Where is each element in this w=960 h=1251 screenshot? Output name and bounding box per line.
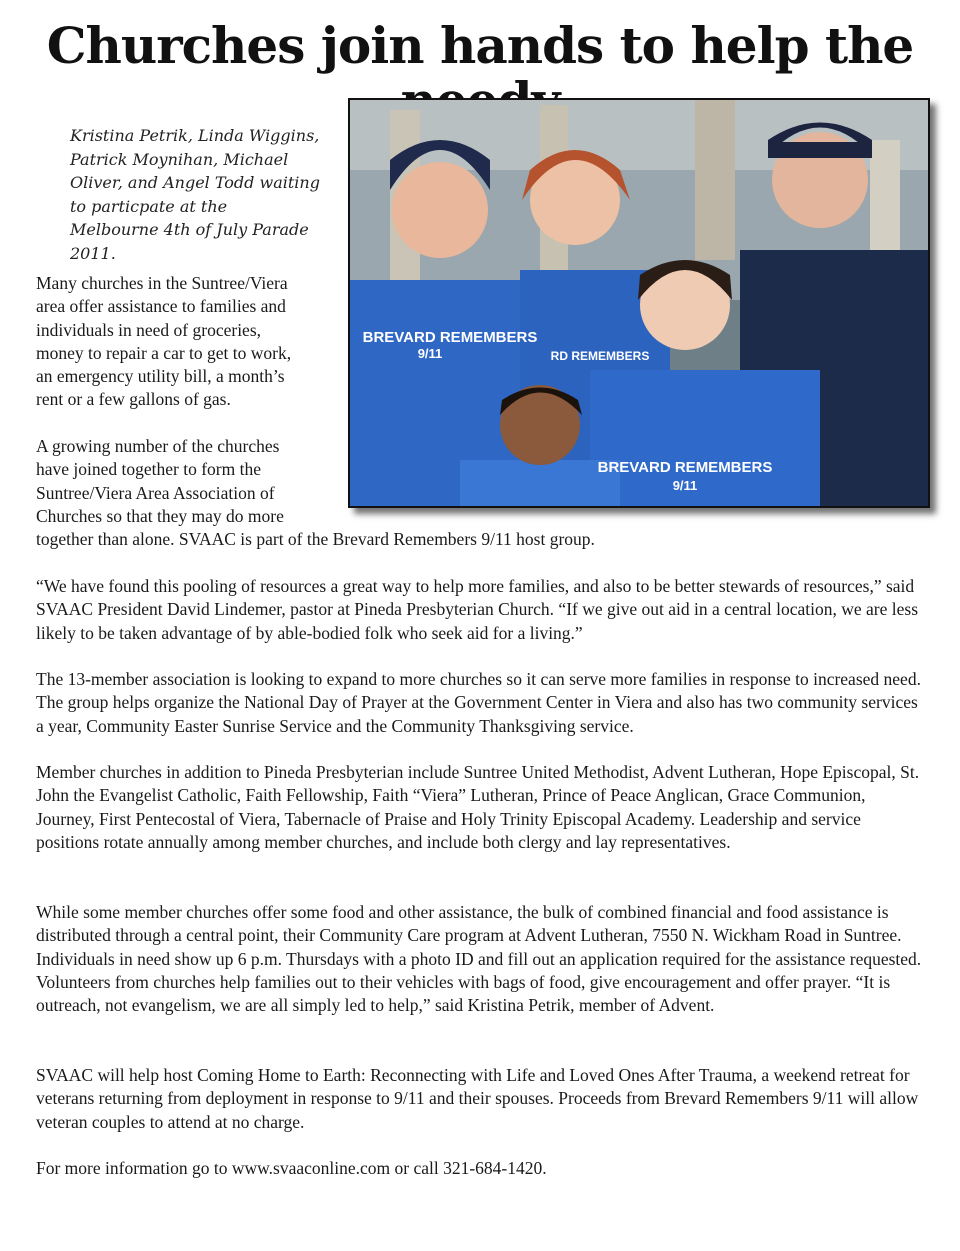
paragraph-1-line: money to repair a car to get to work, xyxy=(36,342,292,363)
photo-caption: Kristina Petrik, Linda Wiggins, Patrick Moynihan, Michael Oliver, and Angel Todd waiting to particpate at the Melbourne 4th of July Parade 2011. xyxy=(70,126,320,263)
paragraph-2-line: Suntree/Viera Area Association of xyxy=(36,482,275,503)
paragraph-2-line: have joined together to form the xyxy=(36,459,261,480)
paragraph-1-line: rent or a few gallons of gas. xyxy=(36,389,231,410)
paragraph-2-line: Churches so that they may do more xyxy=(36,505,284,526)
group-photo xyxy=(348,98,930,508)
paragraph-1-line: area offer assistance to families and xyxy=(36,296,286,317)
paragraph-3: “We have found this pooling of resources a great way to help more families, and also to be better stewards of resources,” said SVAAC President David Lindemer, pastor at Pineda Presbyterian Church. “If we give out aid in a central location, we are less likely to be taken advantage of by able-bodied folk who seek aid for a living.” xyxy=(36,576,918,643)
paragraph-1-line: individuals in need of groceries, xyxy=(36,319,262,340)
article-headline: Churches join hands to help the xyxy=(46,16,914,75)
paragraph-1 xyxy=(36,272,332,412)
shirt-text-1: BREVARD REMEMBERS xyxy=(362,329,538,346)
paragraph-8: For more information go to www.svaaconline.com or call 321-684-1420. xyxy=(36,1158,547,1178)
paragraph-5: Member churches in addition to Pineda Presbyterian include Suntree United Methodist, Advent Lutheran, Hope Episcopal, St. John the Evangelist Catholic, Faith Fellowship, Faith “Viera” Lutheran, Prince of Peace Anglican, Grace Communion, Journey, First Pentecostal of Viera, Tabernacle of Praise and Holy Trinity Episcopal Academy. Leadership and service positions rotate annually among member churches, and include both clergy and lay representatives. xyxy=(36,762,920,852)
paragraph-2-line: A growing number of the churches xyxy=(36,436,280,456)
shirt-text-2: RD REMEMBERS xyxy=(550,349,650,363)
paragraph-2-tail: together than alone. SVAAC is part of the Brevard Remembers 9/11 host group. xyxy=(36,529,595,549)
paragraph-2 xyxy=(36,435,332,528)
paragraph-4: The 13-member association is looking to expand to more churches so it can serve more families in response to increased need. The group helps organize the National Day of Prayer at the Government Center in Viera and also has two community services a year, Community Easter Sunrise Service and the Community Thanksgiving service. xyxy=(36,669,921,736)
shirt-text-3: BREVARD REMEMBERS xyxy=(597,459,773,476)
paragraph-1-line: Many churches in the Suntree/Viera xyxy=(36,273,288,293)
shirt-date-3: 9/11 xyxy=(672,478,698,493)
paragraph-7: SVAAC will help host Coming Home to Earth: Reconnecting with Life and Loved Ones After Trauma, a weekend retreat for veterans returning from deployment in response to 9/11 and their spouses. Proceeds from Brevard Remembers 9/11 will allow veteran couples to attend at no charge. xyxy=(36,1065,919,1132)
shirt-date-1: 9/11 xyxy=(417,346,443,361)
paragraph-1-line: an emergency utility bill, a month’s xyxy=(36,366,285,387)
paragraph-6: While some member churches offer some food and other assistance, the bulk of combined financial and food assistance is distributed through a central point, their Community Care program at Advent Lutheran, 7550 N. Wickham Road in Suntree. Individuals in need show up 6 p.m. Thursdays with a photo ID and fill out an application required for the assistance requested. Volunteers from churches help families out to their vehicles with bags of food, give encouragement and offer prayer. “It is outreach, not evangelism, we are all simply led to help,” said Kristina Petrik, member of Advent. xyxy=(36,902,922,1016)
group-photo-illustration xyxy=(350,100,928,506)
